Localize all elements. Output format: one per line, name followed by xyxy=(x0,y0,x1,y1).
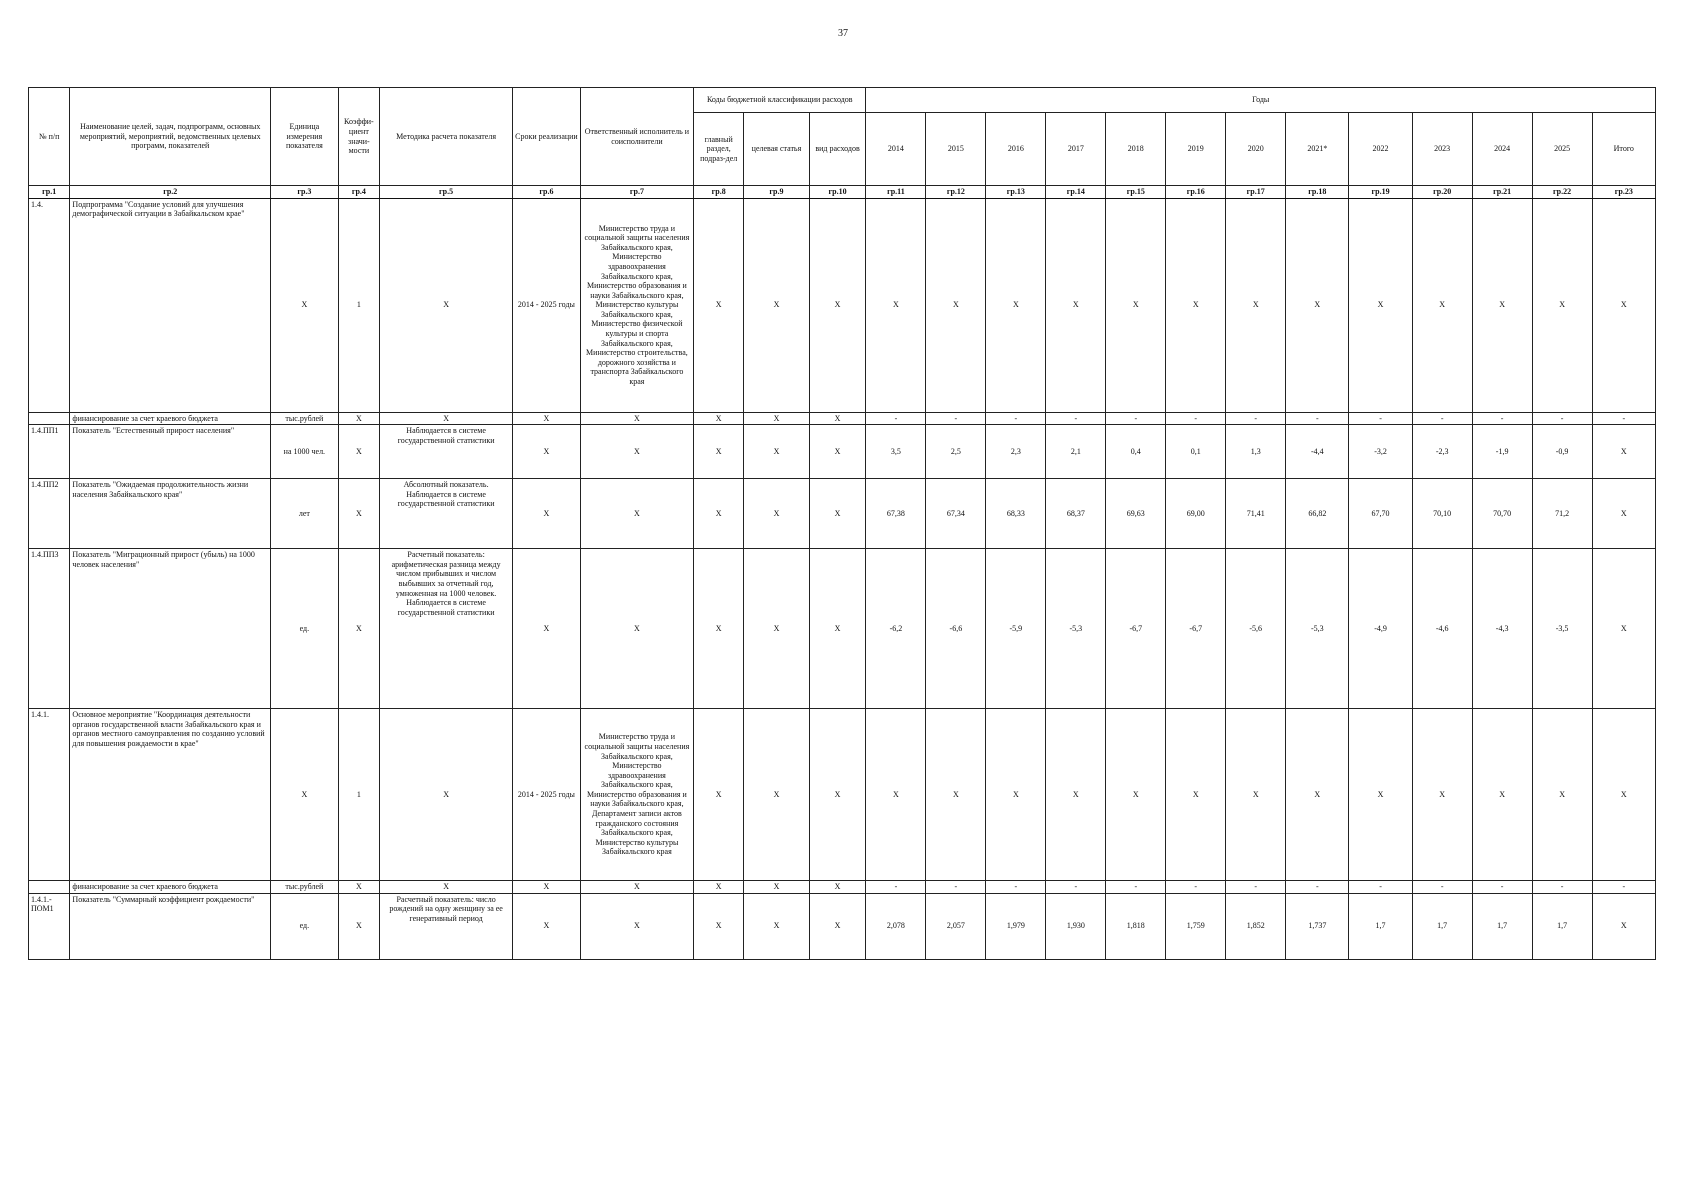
row-unit: тыс.рублей xyxy=(271,412,339,425)
row-budget-code: X xyxy=(744,709,809,881)
header-terms: Сроки реализации xyxy=(513,88,581,186)
row-year-value: -6,2 xyxy=(866,549,926,709)
row-year-value: - xyxy=(1286,412,1349,425)
row-budget-code: X xyxy=(809,881,866,894)
row-budget-code: X xyxy=(744,549,809,709)
row-budget-code: X xyxy=(809,425,866,479)
header-col-number: гр.8 xyxy=(694,186,744,199)
row-year-value: - xyxy=(926,412,986,425)
row-year-value: X xyxy=(1286,709,1349,881)
row-year-value: 70,70 xyxy=(1472,479,1532,549)
row-responsible: Министерство труда и социальной защиты населения Забайкальского края, Министерство здравоохранения Забайкальского края, Министерство образования и науки Забайкальского края, Департамент записи актов гражданского состояния Забайкальского края, Министерство культуры Забайкальского края xyxy=(580,709,693,881)
header-col-number: гр.18 xyxy=(1286,186,1349,199)
header-col-number: гр.22 xyxy=(1532,186,1592,199)
row-budget-code: X xyxy=(809,479,866,549)
row-responsible: Министерство труда и социальной защиты населения Забайкальского края, Министерство здравоохранения Забайкальского края, Министерство образования и науки Забайкальского края, Министерство культуры Забайкальского края, Министерство физической культуры и спорта Забайкальского края, Министерство строительства, дорожного хозяйства и транспорта Забайкальского края xyxy=(580,198,693,412)
row-year-value: - xyxy=(926,881,986,894)
row-budget-code: X xyxy=(694,709,744,881)
row-terms: X xyxy=(513,893,581,959)
row-year-value: X xyxy=(1166,198,1226,412)
row-method: Расчетный показатель: арифметическая разница между числом прибывших и числом выбывших за отчетный год, умноженная на 1000 человек. Наблюдается в системе государственной статистики xyxy=(380,549,513,709)
row-year-value: 71,2 xyxy=(1532,479,1592,549)
row-year-value: - xyxy=(1226,412,1286,425)
row-name: Основное мероприятие "Координация деятельности органов государственной власти Забайкальского края и органов местного самоуправления по созданию условий для повышения рождаемости в крае" xyxy=(70,709,271,881)
table-row xyxy=(29,425,1656,479)
table-row xyxy=(29,893,1656,959)
row-budget-code: X xyxy=(744,881,809,894)
row-method: X xyxy=(380,709,513,881)
table-row xyxy=(29,709,1656,881)
row-year-value: 2,5 xyxy=(926,425,986,479)
row-year-value: - xyxy=(1532,881,1592,894)
row-year-value: -2,3 xyxy=(1412,425,1472,479)
header-col-number: гр.13 xyxy=(986,186,1046,199)
table-row xyxy=(29,549,1656,709)
row-year-value: 2,1 xyxy=(1046,425,1106,479)
row-year-value: - xyxy=(1106,881,1166,894)
row-year-value: 1,7 xyxy=(1472,893,1532,959)
row-year-value: X xyxy=(1472,709,1532,881)
row-year-value: - xyxy=(1349,412,1412,425)
row-method: Расчетный показатель: число рождений на одну женщину за ее генеративный период xyxy=(380,893,513,959)
row-method: Абсолютный показатель. Наблюдается в системе государственной статистики xyxy=(380,479,513,549)
row-unit: тыс.рублей xyxy=(271,881,339,894)
header-year: 2025 xyxy=(1532,113,1592,186)
row-year-value: 69,00 xyxy=(1166,479,1226,549)
row-year-value: -5,3 xyxy=(1046,549,1106,709)
row-year-value: X xyxy=(986,198,1046,412)
row-year-value: - xyxy=(1166,881,1226,894)
row-budget-code: X xyxy=(694,479,744,549)
header-year: 2020 xyxy=(1226,113,1286,186)
header-col-number: гр.17 xyxy=(1226,186,1286,199)
row-year-value: X xyxy=(1532,709,1592,881)
row-number xyxy=(29,881,70,894)
header-col-number: гр.3 xyxy=(271,186,339,199)
header-col-number: гр.10 xyxy=(809,186,866,199)
header-col-number: гр.11 xyxy=(866,186,926,199)
row-responsible: X xyxy=(580,412,693,425)
row-name: Подпрограмма "Создание условий для улучшения демографической ситуации в Забайкальском крае" xyxy=(70,198,271,412)
row-year-value: X xyxy=(1412,198,1472,412)
row-year-value: X xyxy=(1226,198,1286,412)
header-responsible: Ответственный исполнитель и соисполнители xyxy=(580,88,693,186)
header-col-number: гр.20 xyxy=(1412,186,1472,199)
row-year-value: -4,6 xyxy=(1412,549,1472,709)
table-row xyxy=(29,881,1656,894)
header-col-number: гр.1 xyxy=(29,186,70,199)
row-budget-code: X xyxy=(694,425,744,479)
row-year-value: 2,057 xyxy=(926,893,986,959)
row-year-value: X xyxy=(1106,709,1166,881)
row-year-value: -1,9 xyxy=(1472,425,1532,479)
header-col-number: гр.21 xyxy=(1472,186,1532,199)
header-budget-section: главный раздел, подраз-дел xyxy=(694,113,744,186)
row-method: X xyxy=(380,412,513,425)
row-year-value: X xyxy=(1349,709,1412,881)
header-num: № п/п xyxy=(29,88,70,186)
row-name: Показатель "Миграционный прирост (убыль) на 1000 человек населения" xyxy=(70,549,271,709)
row-number: 1.4. xyxy=(29,198,70,412)
row-method: X xyxy=(380,198,513,412)
row-year-value: -3,5 xyxy=(1532,549,1592,709)
row-year-value: 1,3 xyxy=(1226,425,1286,479)
row-year-value: 1,7 xyxy=(1349,893,1412,959)
row-year-value: - xyxy=(1046,881,1106,894)
row-year-value: X xyxy=(1166,709,1226,881)
row-budget-code: X xyxy=(809,198,866,412)
header-year: 2015 xyxy=(926,113,986,186)
header-col-number: гр.9 xyxy=(744,186,809,199)
row-method: Наблюдается в системе государственной статистики xyxy=(380,425,513,479)
row-year-value: 1,852 xyxy=(1226,893,1286,959)
row-year-value: 71,41 xyxy=(1226,479,1286,549)
row-year-value: X xyxy=(1226,709,1286,881)
row-year-value: X xyxy=(926,198,986,412)
header-year: 2017 xyxy=(1046,113,1106,186)
table-row xyxy=(29,479,1656,549)
row-budget-code: X xyxy=(744,425,809,479)
row-year-value: - xyxy=(1046,412,1106,425)
row-terms: X xyxy=(513,412,581,425)
row-terms: X xyxy=(513,479,581,549)
row-year-value: 0,4 xyxy=(1106,425,1166,479)
row-year-value: 1,737 xyxy=(1286,893,1349,959)
row-number: 1.4.ПП1 xyxy=(29,425,70,479)
row-year-value: 1,930 xyxy=(1046,893,1106,959)
header-col-number: гр.5 xyxy=(380,186,513,199)
header-col-number: гр.12 xyxy=(926,186,986,199)
header-year: 2022 xyxy=(1349,113,1412,186)
row-responsible: X xyxy=(580,881,693,894)
row-year-value: X xyxy=(1349,198,1412,412)
row-year-value: X xyxy=(986,709,1046,881)
row-unit: на 1000 чел. xyxy=(271,425,339,479)
row-year-value: - xyxy=(1412,881,1472,894)
row-year-value: 68,37 xyxy=(1046,479,1106,549)
row-year-value: X xyxy=(1472,198,1532,412)
row-budget-code: X xyxy=(809,893,866,959)
row-coef: X xyxy=(338,479,379,549)
header-year: 2023 xyxy=(1412,113,1472,186)
row-number: 1.4.1. xyxy=(29,709,70,881)
row-name: Показатель "Суммарный коэффициент рождаемости" xyxy=(70,893,271,959)
row-year-value: X xyxy=(1532,198,1592,412)
row-year-value: -6,7 xyxy=(1106,549,1166,709)
row-budget-code: X xyxy=(694,893,744,959)
header-col-number: гр.23 xyxy=(1592,186,1655,199)
row-unit: лет xyxy=(271,479,339,549)
row-coef: X xyxy=(338,425,379,479)
header-budget-codes: Коды бюджетной классификации расходов xyxy=(694,88,866,113)
row-budget-code: X xyxy=(809,412,866,425)
row-year-value: X xyxy=(1592,479,1655,549)
indicators-table xyxy=(28,87,1656,960)
header-name: Наименование целей, задач, подпрограмм, основных мероприятий, мероприятий, ведомственных целевых программ, показателей xyxy=(70,88,271,186)
row-year-value: 0,1 xyxy=(1166,425,1226,479)
row-year-value: 2,078 xyxy=(866,893,926,959)
header-unit: Единица измерения показателя xyxy=(271,88,339,186)
row-year-value: 1,7 xyxy=(1412,893,1472,959)
header-col-number: гр.14 xyxy=(1046,186,1106,199)
row-number: 1.4.ПП3 xyxy=(29,549,70,709)
row-year-value: -5,6 xyxy=(1226,549,1286,709)
row-number: 1.4.1.-ПОМ1 xyxy=(29,893,70,959)
header-year: 2014 xyxy=(866,113,926,186)
row-year-value: - xyxy=(1349,881,1412,894)
row-year-value: -3,2 xyxy=(1349,425,1412,479)
row-year-value: X xyxy=(1592,425,1655,479)
header-year: 2021* xyxy=(1286,113,1349,186)
row-year-value: - xyxy=(1592,412,1655,425)
row-year-value: - xyxy=(866,412,926,425)
row-year-value: 67,34 xyxy=(926,479,986,549)
table-row xyxy=(29,198,1656,412)
row-budget-code: X xyxy=(694,198,744,412)
row-year-value: -4,9 xyxy=(1349,549,1412,709)
row-year-value: 1,818 xyxy=(1106,893,1166,959)
row-coef: 1 xyxy=(338,709,379,881)
row-terms: 2014 - 2025 годы xyxy=(513,198,581,412)
row-year-value: -5,3 xyxy=(1286,549,1349,709)
row-responsible: X xyxy=(580,549,693,709)
row-year-value: -4,3 xyxy=(1472,549,1532,709)
header-method: Методика расчета показателя xyxy=(380,88,513,186)
row-budget-code: X xyxy=(694,549,744,709)
row-name: Показатель "Естественный прирост населения" xyxy=(70,425,271,479)
row-year-value: -0,9 xyxy=(1532,425,1592,479)
row-year-value: - xyxy=(1166,412,1226,425)
row-number: 1.4.ПП2 xyxy=(29,479,70,549)
row-year-value: X xyxy=(1412,709,1472,881)
header-year: 2024 xyxy=(1472,113,1532,186)
header-year: 2018 xyxy=(1106,113,1166,186)
row-name: Показатель "Ожидаемая продолжительность жизни населения Забайкальского края" xyxy=(70,479,271,549)
row-year-value: 69,63 xyxy=(1106,479,1166,549)
row-number xyxy=(29,412,70,425)
row-year-value: 68,33 xyxy=(986,479,1046,549)
row-year-value: - xyxy=(1592,881,1655,894)
header-budget-type: вид расходов xyxy=(809,113,866,186)
row-year-value: 70,10 xyxy=(1412,479,1472,549)
row-year-value: X xyxy=(866,709,926,881)
row-year-value: - xyxy=(1472,881,1532,894)
row-year-value: - xyxy=(1472,412,1532,425)
row-year-value: X xyxy=(1046,198,1106,412)
row-terms: X xyxy=(513,549,581,709)
row-budget-code: X xyxy=(694,881,744,894)
header-col-number: гр.6 xyxy=(513,186,581,199)
row-budget-code: X xyxy=(809,549,866,709)
row-coef: X xyxy=(338,549,379,709)
row-year-value: 1,759 xyxy=(1166,893,1226,959)
row-budget-code: X xyxy=(744,479,809,549)
row-year-value: 67,38 xyxy=(866,479,926,549)
row-year-value: - xyxy=(1226,881,1286,894)
header-years-group: Годы xyxy=(866,88,1656,113)
row-year-value: X xyxy=(1286,198,1349,412)
row-year-value: -4,4 xyxy=(1286,425,1349,479)
row-year-value: 1,979 xyxy=(986,893,1046,959)
row-method: X xyxy=(380,881,513,894)
row-unit: ед. xyxy=(271,893,339,959)
page-number: 37 xyxy=(838,28,848,39)
header-col-number: гр.4 xyxy=(338,186,379,199)
row-budget-code: X xyxy=(809,709,866,881)
header-year: Итого xyxy=(1592,113,1655,186)
row-year-value: 66,82 xyxy=(1286,479,1349,549)
row-responsible: X xyxy=(580,893,693,959)
row-year-value: X xyxy=(866,198,926,412)
header-year: 2019 xyxy=(1166,113,1226,186)
row-year-value: - xyxy=(866,881,926,894)
table-row xyxy=(29,412,1656,425)
row-year-value: -6,6 xyxy=(926,549,986,709)
row-year-value: X xyxy=(1592,549,1655,709)
row-name: финансирование за счет краевого бюджета xyxy=(70,881,271,894)
header-col-number: гр.2 xyxy=(70,186,271,199)
header-col-number: гр.15 xyxy=(1106,186,1166,199)
row-coef: X xyxy=(338,893,379,959)
row-terms: 2014 - 2025 годы xyxy=(513,709,581,881)
row-year-value: 1,7 xyxy=(1532,893,1592,959)
row-year-value: X xyxy=(1592,198,1655,412)
row-budget-code: X xyxy=(744,198,809,412)
row-budget-code: X xyxy=(694,412,744,425)
row-year-value: X xyxy=(1046,709,1106,881)
row-year-value: 2,3 xyxy=(986,425,1046,479)
row-unit: X xyxy=(271,198,339,412)
row-year-value: - xyxy=(1106,412,1166,425)
header-coef: Коэффи-циент значи-мости xyxy=(338,88,379,186)
row-terms: X xyxy=(513,881,581,894)
row-responsible: X xyxy=(580,425,693,479)
row-budget-code: X xyxy=(744,412,809,425)
row-year-value: - xyxy=(1412,412,1472,425)
header-col-number: гр.7 xyxy=(580,186,693,199)
header-col-number: гр.16 xyxy=(1166,186,1226,199)
row-terms: X xyxy=(513,425,581,479)
row-year-value: X xyxy=(1592,893,1655,959)
row-coef: X xyxy=(338,412,379,425)
row-year-value: X xyxy=(1106,198,1166,412)
row-year-value: -5,9 xyxy=(986,549,1046,709)
row-responsible: X xyxy=(580,479,693,549)
row-year-value: - xyxy=(986,881,1046,894)
row-year-value: 67,70 xyxy=(1349,479,1412,549)
row-year-value: - xyxy=(1286,881,1349,894)
row-year-value: - xyxy=(1532,412,1592,425)
row-year-value: 3,5 xyxy=(866,425,926,479)
header-budget-article: целевая статья xyxy=(744,113,809,186)
header-year: 2016 xyxy=(986,113,1046,186)
row-coef: X xyxy=(338,881,379,894)
row-unit: X xyxy=(271,709,339,881)
row-year-value: -6,7 xyxy=(1166,549,1226,709)
header-col-number: гр.19 xyxy=(1349,186,1412,199)
row-year-value: X xyxy=(926,709,986,881)
row-year-value: - xyxy=(986,412,1046,425)
row-year-value: X xyxy=(1592,709,1655,881)
row-name: финансирование за счет краевого бюджета xyxy=(70,412,271,425)
row-budget-code: X xyxy=(744,893,809,959)
row-unit: ед. xyxy=(271,549,339,709)
row-coef: 1 xyxy=(338,198,379,412)
